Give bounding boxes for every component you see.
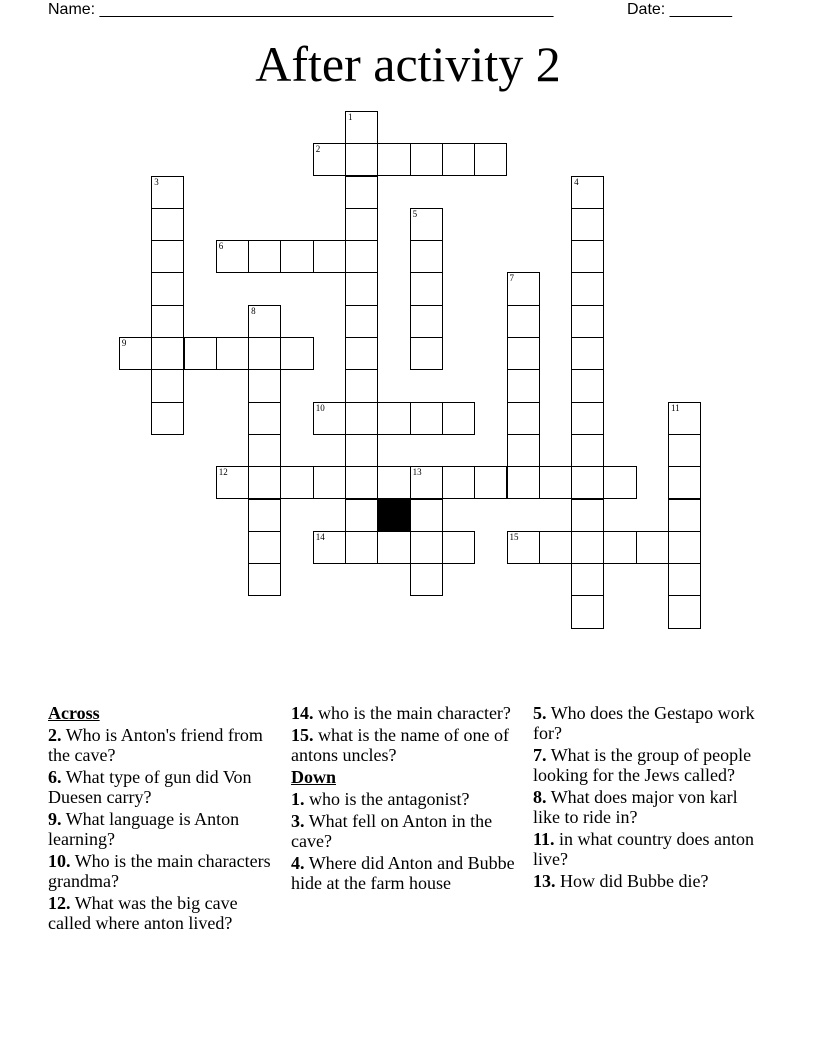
grid-cell[interactable] (668, 402, 701, 435)
clue-column-2 (291, 703, 523, 895)
grid-cell[interactable] (442, 143, 475, 176)
grid-cell[interactable] (345, 369, 378, 402)
grid-cell[interactable] (507, 272, 540, 305)
cell-number: 5 (412, 208, 418, 219)
down-heading: Down (291, 767, 337, 787)
grid-cell[interactable] (507, 402, 540, 435)
grid-cell[interactable] (571, 531, 604, 564)
grid-cell[interactable] (377, 531, 410, 564)
grid-cell[interactable] (410, 305, 443, 338)
grid-cell[interactable] (571, 305, 604, 338)
clue-down-8: 8. What does major von karl like to ride in? (533, 787, 738, 827)
clue-across-2: 2. Who is Anton's friend from the cave? (48, 725, 263, 765)
cell-number: 7 (509, 273, 514, 284)
grid-cell[interactable] (603, 531, 636, 564)
grid-cell[interactable] (345, 466, 378, 499)
grid-cell[interactable] (313, 531, 346, 564)
grid-cell[interactable] (216, 240, 249, 273)
clue-column-1 (48, 703, 280, 935)
grid-cell[interactable] (377, 466, 410, 499)
grid-cell[interactable] (571, 595, 604, 628)
grid-cell[interactable] (603, 466, 636, 499)
grid-cell[interactable] (151, 240, 184, 273)
clue-across-10: 10. Who is the main characters grandma? (48, 851, 271, 891)
grid-cell[interactable] (410, 531, 443, 564)
grid-cell[interactable] (410, 402, 443, 435)
grid-cell[interactable] (248, 563, 281, 596)
grid-cell[interactable] (410, 208, 443, 241)
cell-number: 4 (574, 176, 579, 187)
grid-cell[interactable] (248, 337, 281, 370)
clue-down-7: 7. What is the group of people looking for the Jews called? (533, 745, 752, 785)
grid-cell[interactable] (345, 272, 378, 305)
grid-cell[interactable] (571, 563, 604, 596)
clue-down-5: 5. Who does the Gestapo work for? (533, 703, 755, 743)
grid-cell[interactable] (571, 208, 604, 241)
grid-cell[interactable] (248, 402, 281, 435)
cell-number: 6 (218, 241, 224, 252)
grid-cell[interactable] (313, 143, 346, 176)
grid-cell[interactable] (313, 466, 346, 499)
grid-cell[interactable] (216, 466, 249, 499)
grid-cell[interactable] (345, 499, 378, 532)
clue-column-3 (533, 703, 765, 893)
cell-number: 1 (348, 111, 353, 122)
clue-across-15: 15. what is the name of one of antons uncles? (291, 725, 509, 765)
grid-cell[interactable] (410, 499, 443, 532)
grid-cell[interactable] (248, 466, 281, 499)
grid-cell[interactable] (507, 531, 540, 564)
clue-across-14: 14. who is the main character? (291, 703, 511, 723)
grid-cell[interactable] (313, 240, 346, 273)
grid-cell[interactable] (248, 434, 281, 467)
clue-down-4: 4. Where did Anton and Bubbe hide at the farm house (291, 853, 515, 893)
clue-across-9: 9. What language is Anton learning? (48, 809, 240, 849)
grid-cell[interactable] (442, 531, 475, 564)
grid-cell[interactable] (280, 240, 313, 273)
clue-down-3: 3. What fell on Anton in the cave? (291, 811, 493, 851)
grid-cell[interactable] (377, 402, 410, 435)
grid-cell[interactable] (410, 563, 443, 596)
grid-cell[interactable] (410, 240, 443, 273)
cell-number: 11 (671, 402, 680, 413)
grid-cell[interactable] (442, 466, 475, 499)
grid-cell[interactable] (248, 240, 281, 273)
cell-number: 10 (315, 402, 325, 413)
grid-cell[interactable] (668, 434, 701, 467)
cell-number: 12 (218, 467, 228, 478)
grid-cell[interactable] (668, 563, 701, 596)
grid-cell[interactable] (280, 337, 313, 370)
grid-cell[interactable] (571, 434, 604, 467)
date-field[interactable]: Date: _______ (627, 1, 732, 18)
grid-cell[interactable] (668, 595, 701, 628)
page-title: After activity 2 (255, 36, 561, 92)
cell-number: 2 (315, 144, 321, 155)
cell-number: 13 (412, 467, 422, 478)
grid-cell[interactable] (636, 531, 669, 564)
across-heading: Across (48, 703, 100, 723)
grid-cell[interactable] (345, 143, 378, 176)
grid-cell[interactable] (119, 337, 152, 370)
grid-cell[interactable] (151, 337, 184, 370)
clue-down-13: 13. How did Bubbe die? (533, 871, 709, 891)
grid-cell[interactable] (345, 434, 378, 467)
grid-cell[interactable] (151, 208, 184, 241)
grid-cell[interactable] (216, 337, 249, 370)
grid-cell[interactable] (377, 143, 410, 176)
cell-number: 8 (251, 305, 256, 316)
clue-across-6: 6. What type of gun did Von Duesen carry? (48, 767, 252, 807)
grid-cell[interactable] (410, 337, 443, 370)
grid-cell[interactable] (507, 434, 540, 467)
name-field[interactable]: Name: ___________________________________________________ (48, 1, 554, 18)
cell-number: 3 (154, 176, 159, 187)
cell-number: 14 (315, 531, 325, 542)
grid-cell[interactable] (345, 305, 378, 338)
cell-number: 15 (509, 531, 519, 542)
clue-down-11: 11. in what country does anton live? (533, 829, 754, 869)
grid-cell[interactable] (668, 531, 701, 564)
grid-cell[interactable] (184, 337, 217, 370)
grid-cell[interactable] (313, 402, 346, 435)
grid-cell[interactable] (571, 369, 604, 402)
grid-block (377, 499, 410, 532)
grid-cell[interactable] (151, 305, 184, 338)
grid-cell[interactable] (151, 176, 184, 209)
grid-cell[interactable] (571, 466, 604, 499)
grid-cell[interactable] (571, 402, 604, 435)
grid-cell[interactable] (571, 337, 604, 370)
grid-cell[interactable] (571, 176, 604, 209)
grid-cell[interactable] (151, 369, 184, 402)
grid-cell[interactable] (442, 402, 475, 435)
grid-cell[interactable] (151, 402, 184, 435)
grid-cell[interactable] (280, 466, 313, 499)
grid-cell[interactable] (539, 531, 572, 564)
grid-cell[interactable] (248, 305, 281, 338)
grid-cell[interactable] (410, 272, 443, 305)
clue-across-12: 12. What was the big cave called where anton lived? (48, 893, 238, 933)
grid-cell[interactable] (474, 466, 507, 499)
grid-cell[interactable] (345, 402, 378, 435)
cell-number: 9 (121, 338, 127, 348)
grid-cell[interactable] (539, 466, 572, 499)
grid-cell[interactable] (571, 240, 604, 273)
grid-cell[interactable] (345, 208, 378, 241)
grid-cell[interactable] (345, 111, 378, 144)
grid-cell[interactable] (507, 466, 540, 499)
grid-cell[interactable] (345, 176, 378, 209)
grid-cell[interactable] (248, 531, 281, 564)
grid-cell[interactable] (474, 143, 507, 176)
clue-down-1: 1. who is the antagonist? (291, 789, 470, 809)
grid-cell[interactable] (410, 143, 443, 176)
grid-cell[interactable] (345, 337, 378, 370)
grid-cell[interactable] (507, 305, 540, 338)
grid-cell[interactable] (248, 369, 281, 402)
grid-cell[interactable] (151, 272, 184, 305)
grid-cell[interactable] (345, 531, 378, 564)
grid-cell[interactable] (507, 337, 540, 370)
grid-cell[interactable] (345, 240, 378, 273)
grid-cell[interactable] (507, 369, 540, 402)
grid-cell[interactable] (571, 272, 604, 305)
grid-cell[interactable] (248, 499, 281, 532)
grid-cell[interactable] (668, 466, 701, 499)
grid-cell[interactable] (410, 466, 443, 499)
grid-cell[interactable] (571, 499, 604, 532)
grid-cell[interactable] (668, 499, 701, 532)
